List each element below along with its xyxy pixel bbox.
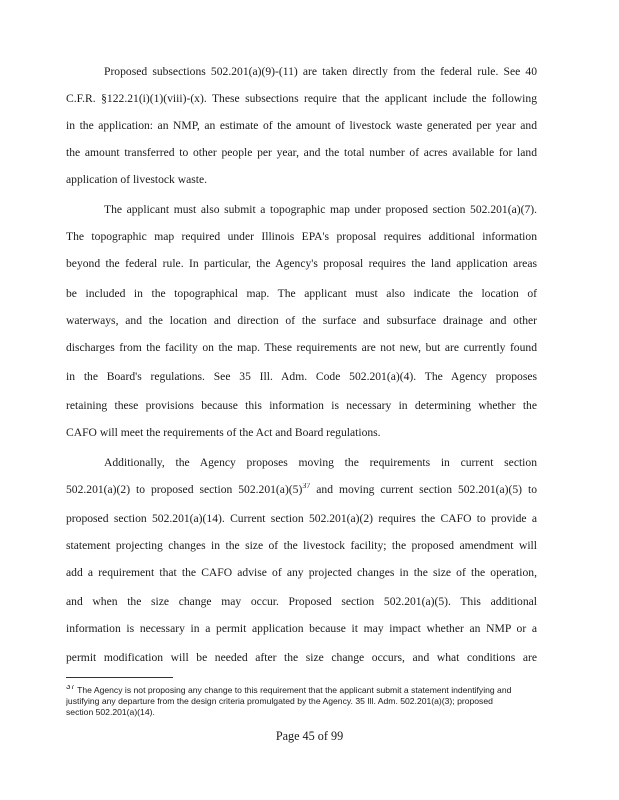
body-line: retaining these provisions because this information is necessary in determining whether the <box>66 399 537 412</box>
body-line: the amount transferred to other people per year, and the total number of acres available for land <box>66 146 537 159</box>
body-line: beyond the federal rule. In particular, the Agency's proposal requires the land application areas <box>66 257 537 270</box>
body-line: permit modification will be needed after the size change occurs, and what conditions are <box>66 651 537 664</box>
body-line <box>66 483 537 497</box>
body-line: be included in the topographical map. The applicant must also indicate the location of <box>66 287 537 300</box>
footnote-line: justifying any departure from the design criteria promulgated by the Agency. 35 Ill. Adm. 502.201(a)(3); proposed <box>66 696 493 706</box>
body-line: add a requirement that the CAFO advise of any projected changes in the size of the operation, <box>66 566 537 579</box>
body-line: Proposed subsections 502.201(a)(9)-(11) are taken directly from the federal rule. See 40 <box>104 65 537 78</box>
page-number: Page 45 of 99 <box>275 729 344 743</box>
footnote-reference: 37 <box>302 483 311 491</box>
body-line: The topographic map required under Illinois EPA's proposal requires additional information <box>66 230 537 243</box>
footnote-line <box>66 685 537 695</box>
body-line: C.F.R. §122.21(i)(1)(viii)-(x). These subsections require that the applicant include the following <box>66 92 537 105</box>
body-line: information is necessary in a permit application because it may impact whether an NMP or a <box>66 622 537 635</box>
footnote-number: 37 <box>66 685 75 692</box>
body-line: statement projecting changes in the size of the livestock facility; the proposed amendment will <box>66 539 537 552</box>
body-line-text: and moving current section 502.201(a)(5) to <box>310 483 537 496</box>
body-line: and when the size change may occur. Proposed section 502.201(a)(5). This additional <box>66 595 537 608</box>
footnote-line: section 502.201(a)(14). <box>66 707 155 717</box>
footnote-text: The Agency is not proposing any change to this requirement that the applicant submit a statement indentifying and <box>74 685 512 695</box>
body-line: in the Board's regulations. See 35 Ill. Adm. Code 502.201(a)(4). The Agency proposes <box>66 370 537 383</box>
body-line: CAFO will meet the requirements of the Act and Board regulations. <box>66 426 381 439</box>
body-line: waterways, and the location and direction of the surface and subsurface drainage and other <box>66 314 537 327</box>
footnote-separator <box>66 677 173 678</box>
body-line: The applicant must also submit a topographic map under proposed section 502.201(a)(7). <box>104 203 537 216</box>
body-line: discharges from the facility on the map. These requirements are not new, but are currently found <box>66 341 537 354</box>
body-line: application of livestock waste. <box>66 173 208 186</box>
body-line: in the application: an NMP, an estimate of the amount of livestock waste generated per year and <box>66 119 537 132</box>
body-line: proposed section 502.201(a)(14). Current section 502.201(a)(2) requires the CAFO to provide a <box>66 512 537 525</box>
body-line-text: 502.201(a)(2) to proposed section 502.201(a)(5) <box>66 483 303 496</box>
body-line: Additionally, the Agency proposes moving the requirements in current section <box>104 456 537 469</box>
